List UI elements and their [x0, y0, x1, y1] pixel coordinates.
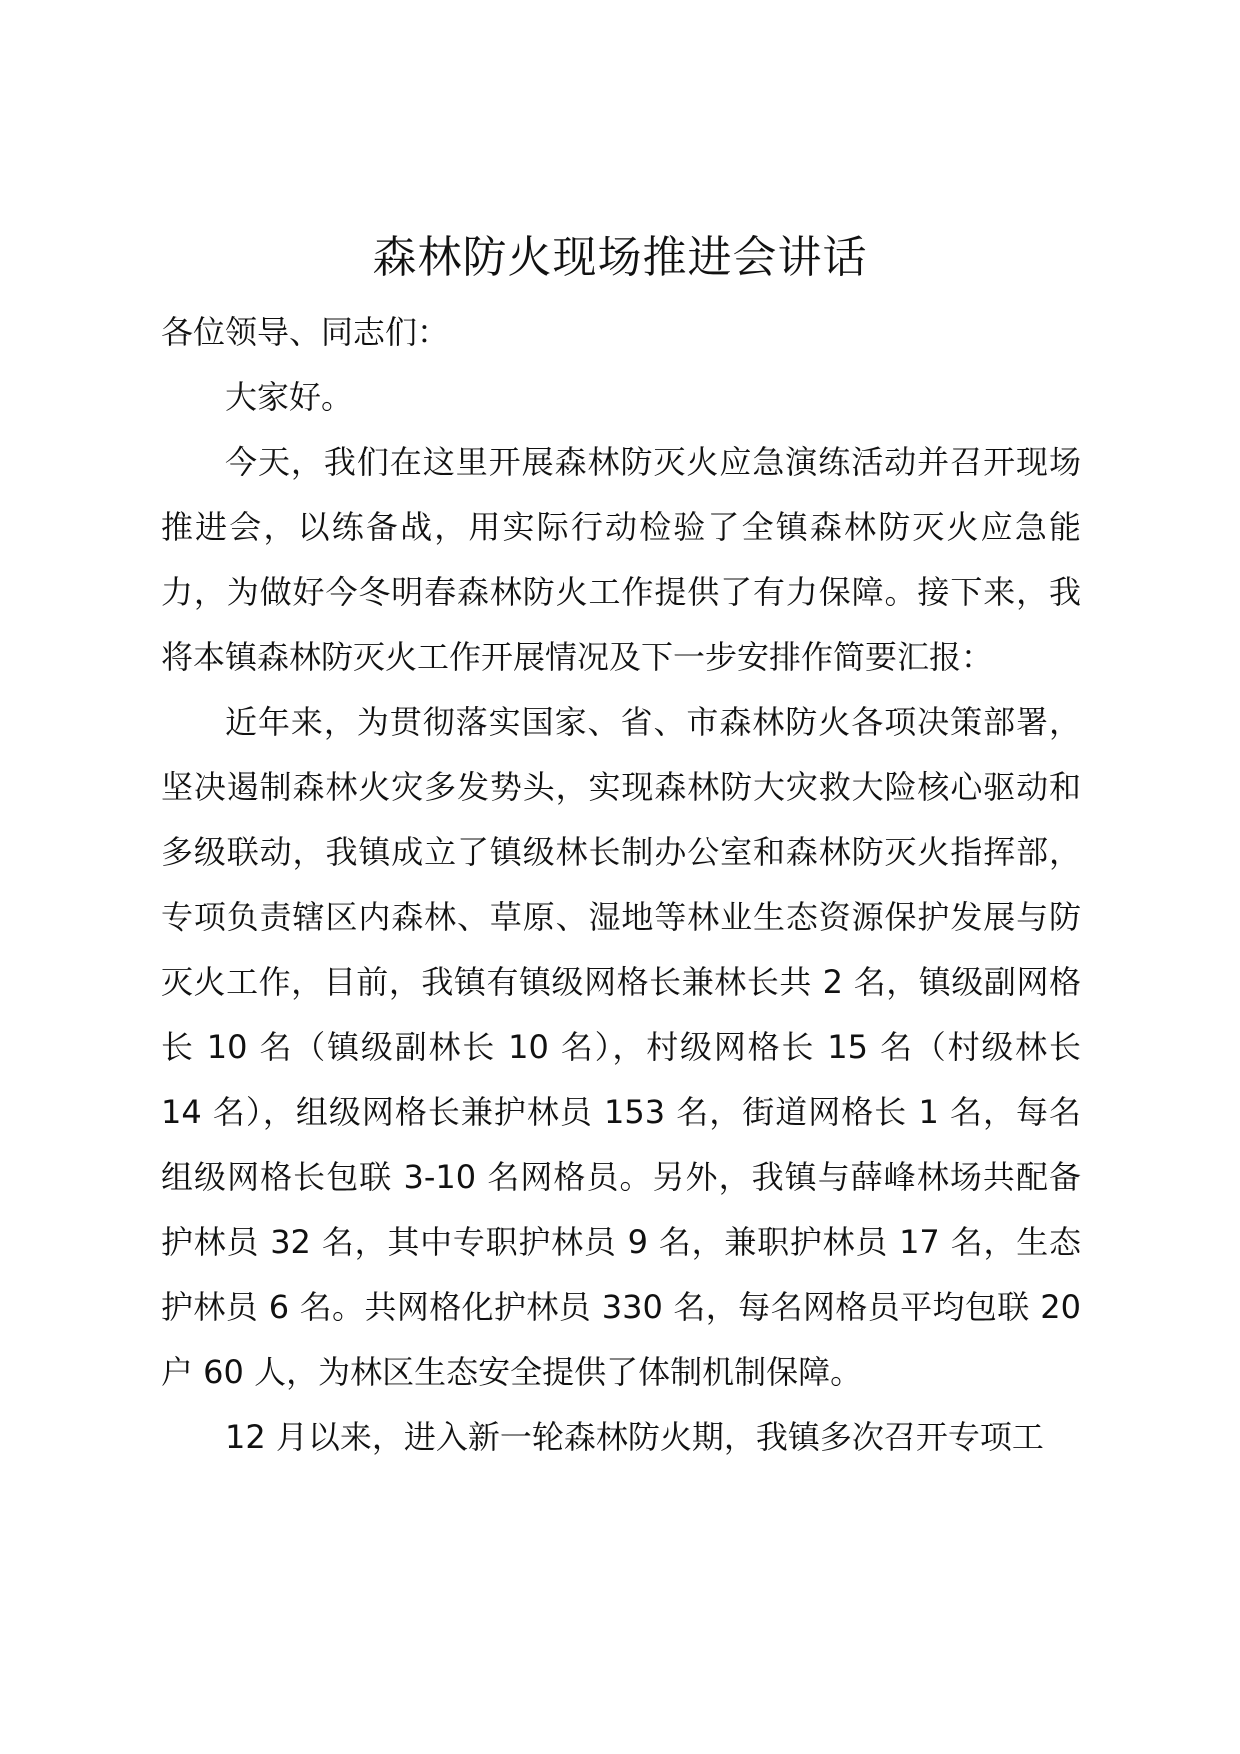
paragraph-organization: 近年来，为贯彻落实国家、省、市森林防火各项决策部署，坚决遏制森林火灾多发势头，实现森林防大灾救大险核心驱动和多级联动，我镇成立了镇级林长制办公室和森林防灭火指挥部，专项负责辖区内森林、草原、湿地等林业生态资源保护发展与防灭火工作，目前，我镇有镇级网格长兼林长共 2 名，镇级副网格长 10 名（镇级副林长 10 名），村级网格长 15 名（村级林长 14 名），组级网格长兼护林员 153 名，街道网格长 1 名，每名组级网格长包联 3-10 名网格员。另外，我镇与薛峰林场共配备护林员 32 名，其中专职护林员 9 名，兼职护林员 17 名，生态护林员 6 名。共网格化护林员 330 名，每名网格员平均包联 20 户 60 人，为林区生态安全提供了体制机制保障。	[161, 703, 1081, 1391]
paragraph-greeting: 大家好。	[225, 378, 354, 416]
document-body	[161, 365, 1081, 1470]
paragraph-intro: 今天，我们在这里开展森林防灭火应急演练活动并召开现场推进会，以练备战，用实际行动检验了全镇森林防灭火应急能力，为做好今冬明春森林防火工作提供了有力保障。接下来，我将本镇森林防灭火工作开展情况及下一步安排作简要汇报：	[161, 443, 1081, 676]
document-title: 森林防火现场推进会讲话	[372, 232, 868, 283]
salutation: 各位领导、同志们：	[161, 313, 450, 351]
paragraph-december: 12 月以来，进入新一轮森林防火期，我镇多次召开专项工	[225, 1418, 1044, 1456]
